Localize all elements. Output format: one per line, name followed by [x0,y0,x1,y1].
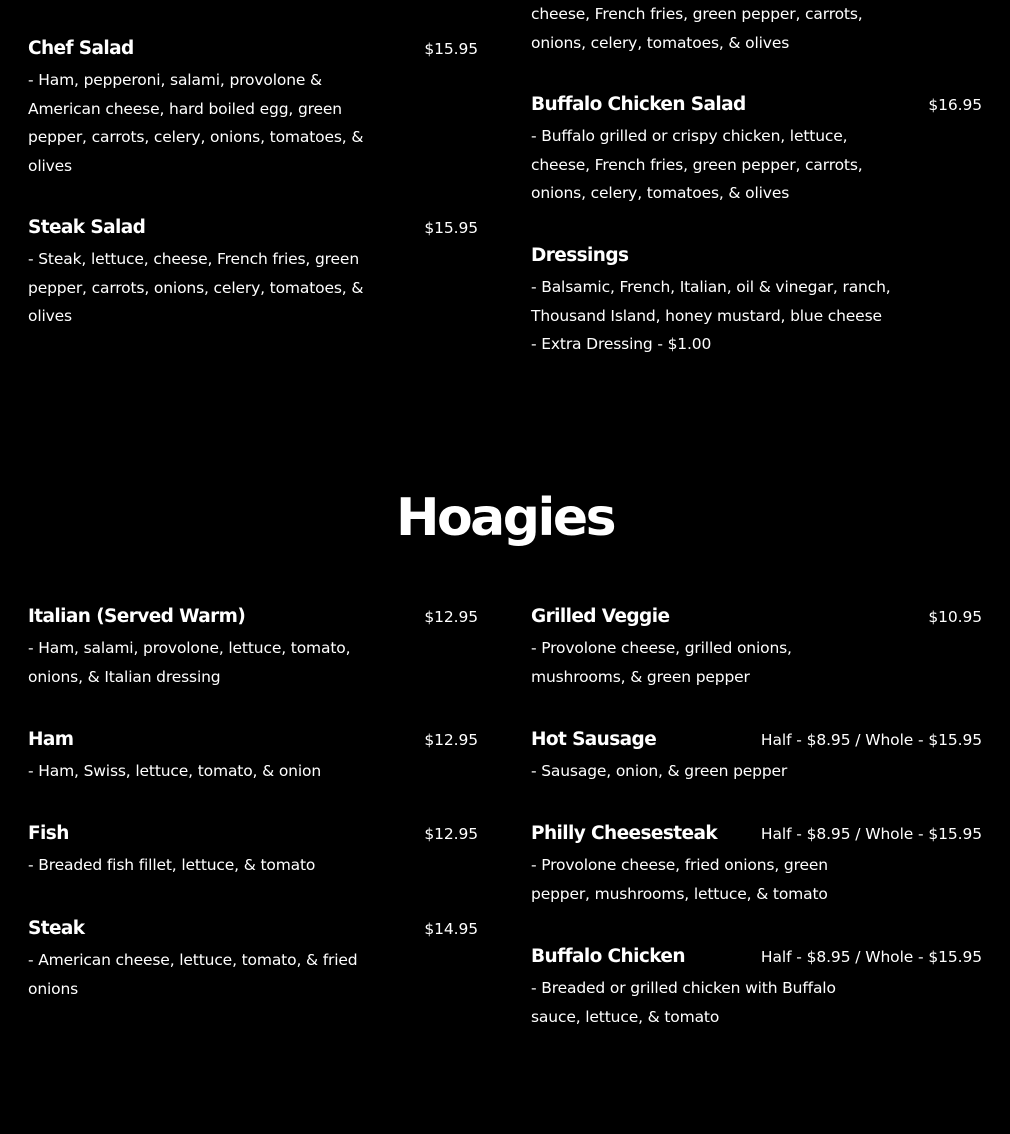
item-description [531,273,982,359]
item-price: Half - $8.95 / Whole - $15.95 [760,825,982,843]
item-description [28,245,478,331]
item-price: $10.95 [928,608,982,626]
menu-item-dressings [531,243,982,359]
item-description [28,66,478,180]
item-name: Ham [28,729,74,750]
item-description [531,851,982,908]
description-line: onions, celery, tomatoes, & olives [531,184,790,202]
item-name: Fish [28,823,69,844]
item-description [531,122,982,208]
item-name: Steak [28,918,85,939]
description-line: pepper, carrots, celery, onions, tomatoes, & [28,128,364,146]
item-name: Philly Cheesesteak [531,823,718,844]
item-price: $16.95 [928,96,982,114]
item-name: Dressings [531,245,629,266]
description-line: - Breaded fish fillet, lettuce, & tomato [28,856,316,874]
item-price: $12.95 [424,731,478,749]
description-line: sauce, lettuce, & tomato [531,1007,720,1026]
description-line: mushrooms, & green pepper [531,667,750,686]
description-line: olives [28,307,72,325]
item-price: $15.95 [424,40,478,58]
item-name: Buffalo Chicken [531,946,685,967]
description-line: - Provolone cheese, grilled onions, [531,639,792,657]
description-line: cheese, French fries, green pepper, carrots, [531,5,863,23]
description-line: - Sausage, onion, & green pepper [531,762,788,780]
description-line: - Buffalo grilled or crispy chicken, lettuce, [531,127,848,145]
description-line: cheese, French fries, green pepper, carrots, [531,155,863,174]
item-description [28,634,478,691]
description-line: - Steak, lettuce, cheese, French fries, green [28,250,359,268]
menu-item-hot-sausage [531,727,982,786]
item-name: Italian (Served Warm) [28,606,246,627]
description-line: pepper, mushrooms, lettuce, & tomato [531,884,828,903]
description-line: onions, celery, tomatoes, & olives [531,33,790,52]
menu-item-grilled-veggie [531,604,982,691]
menu-item-italian [28,604,478,691]
menu-item-steak [28,916,478,1003]
item-price: Half - $8.95 / Whole - $15.95 [760,731,982,749]
description-line: pepper, carrots, onions, celery, tomatoes, & [28,278,364,297]
item-price: $15.95 [424,219,478,237]
menu-item-philly-cheesesteak [531,821,982,908]
menu-item-buffalo-chicken-salad [531,92,982,208]
item-name: Steak Salad [28,217,146,238]
item-price: $14.95 [424,920,478,938]
menu-item-chef-salad [28,36,478,180]
item-description [28,946,478,1003]
description-line: - Ham, Swiss, lettuce, tomato, & onion [28,762,321,780]
item-name: Buffalo Chicken Salad [531,94,746,115]
item-name: Grilled Veggie [531,606,670,627]
item-price: $12.95 [424,608,478,626]
salad-description-continued [531,0,863,57]
description-line: - Ham, salami, provolone, lettuce, tomato, [28,639,351,657]
item-description [531,634,982,691]
item-description [531,757,982,786]
description-line: - Provolone cheese, fried onions, green [531,856,828,874]
description-line: - American cheese, lettuce, tomato, & fried [28,951,358,969]
item-description [28,757,478,786]
menu-item-ham [28,727,478,786]
description-line: - Ham, pepperoni, salami, provolone & [28,71,322,89]
menu-item-fish [28,821,478,880]
menu-item-buffalo-chicken [531,944,982,1031]
item-description [531,974,982,1031]
description-line: onions [28,979,79,998]
section-title-hoagies: Hoagies [395,488,615,548]
description-line: - Balsamic, French, Italian, oil & vinegar, ranch, [531,278,891,296]
description-line: onions, & Italian dressing [28,667,221,686]
description-line: - Breaded or grilled chicken with Buffalo [531,979,836,997]
description-line: - Extra Dressing - $1.00 [531,335,712,353]
item-price: $12.95 [424,825,478,843]
description-line: American cheese, hard boiled egg, green [28,99,342,118]
item-description [28,851,478,880]
item-price: Half - $8.95 / Whole - $15.95 [760,948,982,966]
menu-item-steak-salad [28,215,478,331]
item-name: Hot Sausage [531,729,657,750]
description-line: Thousand Island, honey mustard, blue cheese [531,306,882,325]
description-line: olives [28,156,72,175]
item-name: Chef Salad [28,38,134,59]
